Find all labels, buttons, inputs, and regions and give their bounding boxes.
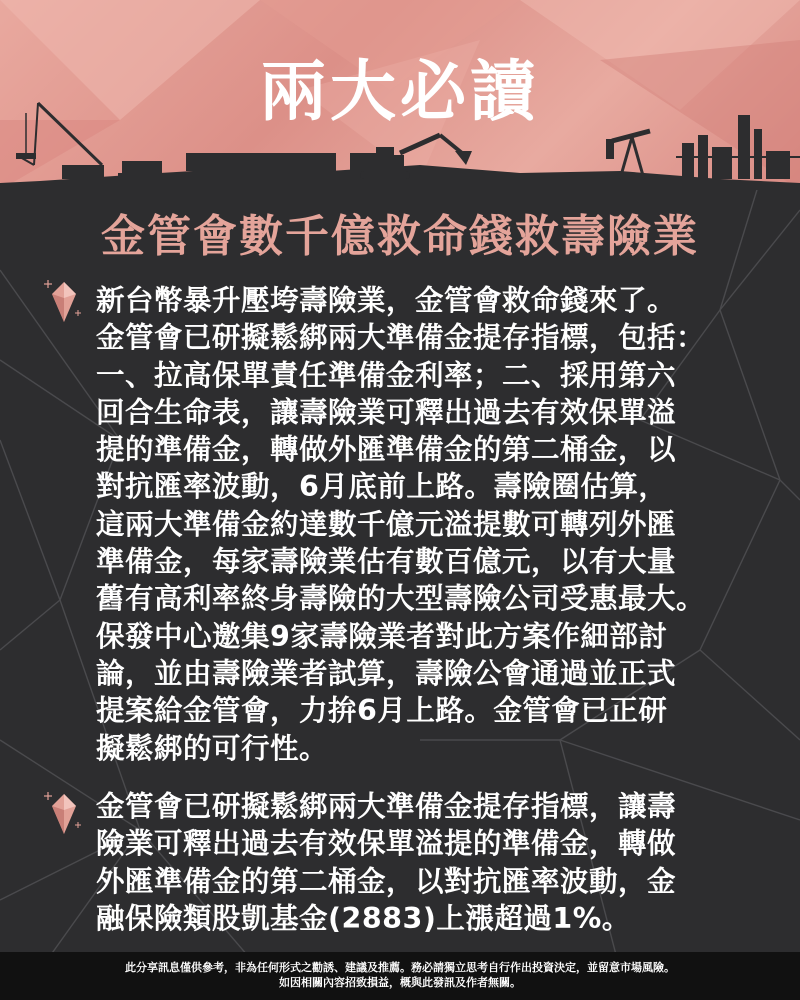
paragraph-2 [96, 788, 676, 937]
text-line: 外匯準備金的第二桶金，以對抗匯率波動，金 [96, 864, 677, 898]
text-line: 新台幣暴升壓垮壽險業，金管會救命錢來了。 [96, 284, 677, 317]
gem-bullet-icon [42, 788, 86, 838]
text-line: 提案給金管會，力拚6月上路。金管會已正研 [96, 694, 668, 728]
headline: 金管會數千億救命錢救壽險業 [101, 211, 699, 262]
text-line: 金管會已研擬鬆綁兩大準備金提存指標，包括： [96, 321, 706, 355]
text-line: 論，並由壽險業者試算，壽險公會通過並正式 [96, 656, 677, 690]
text-line: 險業可釋出過去有效保單溢提的準備金，轉做 [96, 827, 677, 861]
paragraph-1 [96, 282, 705, 767]
text-line: 準備金，每家壽險業估有數百億元，以有大量 [96, 545, 677, 579]
page-title: 兩大必讀 [260, 53, 540, 130]
gem-bullet-icon [42, 276, 86, 326]
text-line: 融保險類股凱基金(2883)上漲超過1%。 [96, 901, 631, 935]
text-line: 提的準備金，轉做外匯準備金的第二桶金，以 [96, 433, 677, 467]
disclaimer-line: 此分享訊息僅供參考，非為任何形式之勸誘、建議及推薦。務必請獨立思考自行作出投資決定，並留意市場風險。 [125, 961, 675, 974]
text-line: 一、拉高保單責任準備金利率；二、採用第六 [96, 358, 677, 392]
crane-icon [16, 103, 104, 179]
text-line: 對抗匯率波動，6月底前上路。壽險圈估算， [96, 470, 668, 504]
disclaimer-footer [0, 952, 800, 1000]
text-line: 金管會已研擬鬆綁兩大準備金提存指標，讓壽 [96, 790, 677, 823]
text-line: 保發中心邀集9家壽險業者對此方案作細部討 [96, 619, 668, 653]
disclaimer-line: 如因相關內容招致損益，概與此發訊及作者無關。 [279, 976, 521, 989]
factory-icon [676, 115, 800, 179]
text-line: 擬鬆綁的可行性。 [96, 731, 329, 765]
text-line: 這兩大準備金約達數千億元溢提數可轉列外匯 [96, 507, 677, 541]
header-band [0, 0, 800, 190]
text-line: 舊有高利率終身壽險的大型壽險公司受惠最大。 [96, 582, 706, 616]
industrial-skyline [0, 95, 800, 190]
text-line: 回合生命表，讓壽險業可釋出過去有效保單溢 [96, 395, 677, 429]
